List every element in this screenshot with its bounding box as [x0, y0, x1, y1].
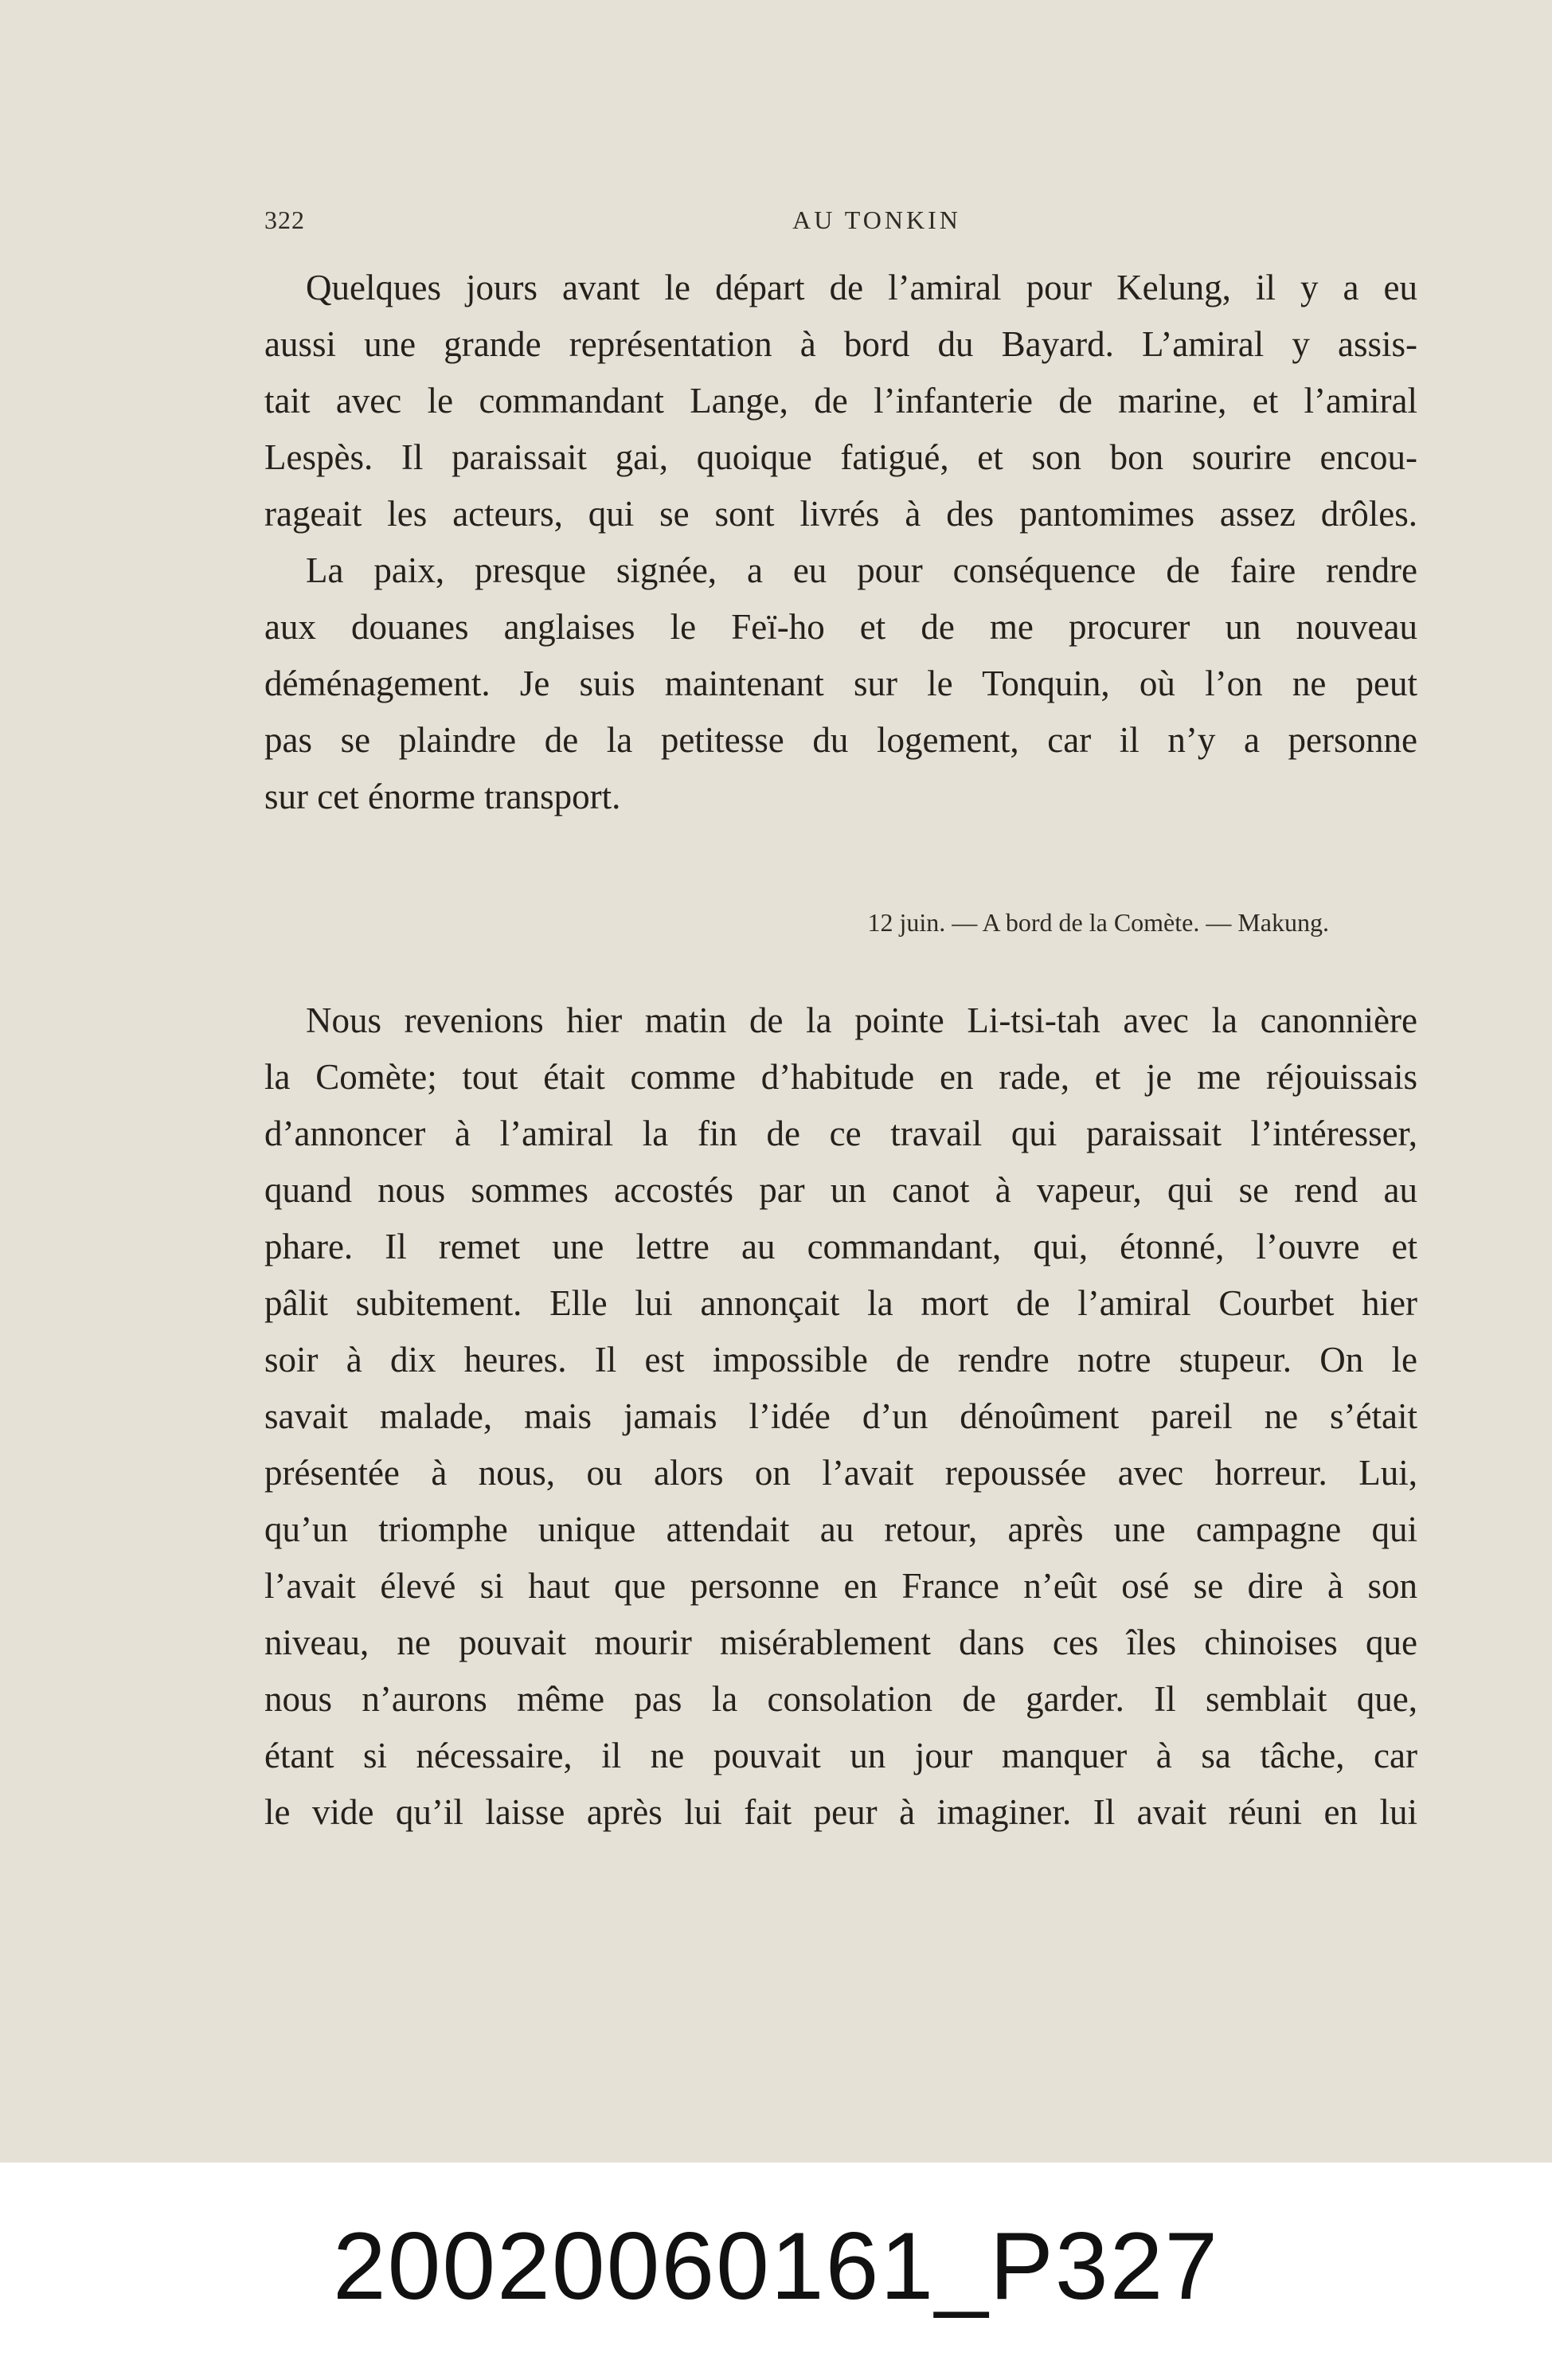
paragraph-3-line: Nous revenions hier matin de la pointe Li-tsi-tah avec la canonnière [306, 1000, 1417, 1040]
dateline: 12 juin. — A bord de la Comète. — Makung. [867, 908, 1329, 937]
paragraph-3-line: pâlit subitement. Elle lui annonçait la mort de l’amiral Courbet hier [264, 1283, 1417, 1323]
text-block-bottom [264, 992, 1417, 1841]
paragraph-1-line: Quelques jours avant le départ de l’amiral pour Kelung, il y a eu [306, 268, 1417, 307]
paragraph-1-line: Lespès. Il paraissait gai, quoique fatigué, et son bon sourire encou- [264, 437, 1417, 477]
paragraph-1-line: rageait les acteurs, qui se sont livrés à des pantomimes assez drôles. [264, 494, 1417, 534]
paragraph-3-line: phare. Il remet une lettre au commandant, qui, étonné, l’ouvre et [264, 1227, 1417, 1266]
paragraph-3-line: nous n’aurons même pas la consolation de garder. Il semblait que, [264, 1679, 1417, 1719]
paragraph-1-line: tait avec le commandant Lange, de l’infanterie de marine, et l’amiral [264, 381, 1417, 421]
paragraph-3-line: quand nous sommes accostés par un canot à vapeur, qui se rend au [264, 1170, 1417, 1210]
paragraph-3-line: savait malade, mais jamais l’idée d’un dénoûment pareil ne s’était [264, 1396, 1417, 1436]
archive-id-caption: 20020060161_P327 [332, 2213, 1220, 2319]
paragraph-2-line: aux douanes anglaises le Feï-ho et de me procurer un nouveau [264, 607, 1417, 647]
paragraph-3-line: soir à dix heures. Il est impossible de rendre notre stupeur. On le [264, 1340, 1417, 1380]
paragraph-3-line: présentée à nous, ou alors on l’avait repoussée avec horreur. Lui, [264, 1453, 1417, 1493]
paragraph-2-line: pas se plaindre de la petitesse du logement, car il n’y a personne [264, 720, 1417, 760]
paragraph-3-line: le vide qu’il laisse après lui fait peur à imaginer. Il avait réuni en lui [264, 1792, 1417, 1832]
paragraph-3-line: qu’un triomphe unique attendait au retour, après une campagne qui [264, 1509, 1417, 1549]
paragraph-2-line: sur cet énorme transport. [264, 777, 621, 816]
running-head [264, 206, 1417, 237]
paragraph-3-line: l’avait élevé si haut que personne en France n’eût osé se dire à son [264, 1566, 1417, 1606]
text-block-top [264, 260, 1417, 825]
paragraph-3-line: la Comète; tout était comme d’habitude en rade, et je me réjouissais [264, 1057, 1417, 1097]
paragraph-2-line: La paix, presque signée, a eu pour conséquence de faire rendre [306, 550, 1417, 590]
paragraph-2-line: déménagement. Je suis maintenant sur le Tonquin, où l’on ne peut [264, 664, 1417, 703]
paragraph-3-line: niveau, ne pouvait mourir misérablement dans ces îles chinoises que [264, 1623, 1417, 1662]
page-number: 322 [264, 206, 305, 234]
paragraph-3-line: étant si nécessaire, il ne pouvait un jour manquer à sa tâche, car [264, 1736, 1417, 1775]
paragraph-1-line: aussi une grande représentation à bord du Bayard. L’amiral y assis- [264, 324, 1417, 364]
paragraph-3-line: d’annoncer à l’amiral la fin de ce travail qui paraissait l’intéresser, [264, 1114, 1417, 1153]
running-title: AU TONKIN [792, 206, 961, 234]
